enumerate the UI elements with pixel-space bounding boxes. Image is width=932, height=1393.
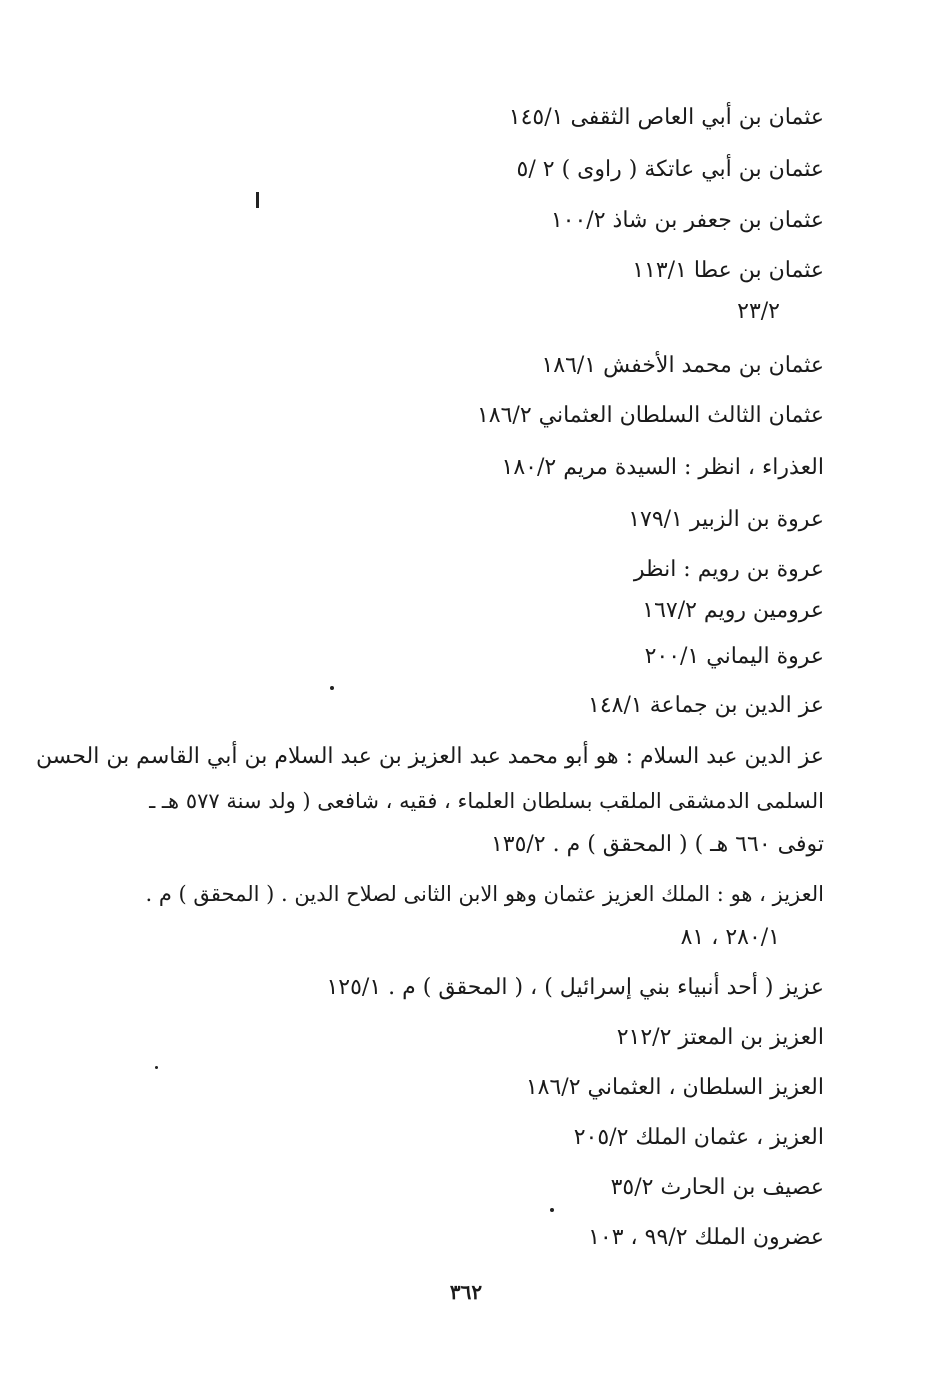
index-entry: عزيز ( أحد أنبياء بني إسرائيل ) ، ( المحقق ) م . ١٢٥/١ — [326, 975, 824, 1000]
stray-speck — [330, 686, 334, 690]
index-entry: عروة اليماني ٢٠٠/١ — [644, 644, 824, 669]
index-entry: عصيف بن الحارث ٣٥/٢ — [610, 1175, 824, 1200]
index-entry-continuation: توفى ٦٦٠ هـ ) ( المحقق ) م . ١٣٥/٢ — [490, 832, 824, 857]
stray-speck — [550, 1208, 554, 1212]
page-number: ٣٦٢ — [449, 1280, 483, 1304]
index-entry-continuation: ٢٣/٢ — [737, 299, 780, 324]
index-entry: العزيز السلطان ، العثماني ١٨٦/٢ — [525, 1075, 824, 1100]
index-entry: عثمان بن جعفر بن شاذ ١٠٠/٢ — [550, 208, 824, 233]
index-entry-continuation: ٢٨٠/١ ، ٨١ — [680, 925, 780, 950]
index-entry: عثمان الثالث السلطان العثماني ١٨٦/٢ — [476, 403, 824, 428]
index-entry: عروة بن الزبير ١٧٩/١ — [628, 507, 824, 532]
index-entry: عروة بن رويم : انظر — [633, 557, 824, 582]
index-entry: عز الدين بن جماعة ١٤٨/١ — [588, 693, 824, 718]
index-entry: عثمان بن أبي عاتكة ( راوى ) ٢ /٥ — [516, 157, 824, 182]
index-entry: عثمان بن محمد الأخفش ١٨٦/١ — [541, 353, 824, 378]
index-entry: عثمان بن أبي العاص الثقفى ١٤٥/١ — [508, 105, 824, 130]
index-entry: العذراء ، انظر : السيدة مريم ١٨٠/٢ — [501, 455, 824, 480]
index-entry: العزيز ، هو : الملك العزيز عثمان وهو الابن الثانى لصلاح الدين . ( المحقق ) م . — [145, 882, 824, 906]
index-entry: عرومين رويم ١٦٧/٢ — [642, 598, 824, 623]
stray-speck — [155, 1066, 158, 1069]
index-entry: عز الدين عبد السلام : هو أبو محمد عبد العزيز بن عبد السلام بن أبي القاسم بن الحسن — [35, 744, 824, 769]
index-entry: العزيز ، عثمان الملك ٢٠٥/٢ — [573, 1125, 824, 1150]
index-entry: عضرون الملك ٩٩/٢ ، ١٠٣ — [588, 1225, 824, 1250]
index-entry: العزيز بن المعتز ٢١٢/٢ — [616, 1025, 824, 1050]
stray-mark — [256, 192, 259, 208]
index-entry-continuation: السلمى الدمشقى الملقب بسلطان العلماء ، فقيه ، شافعى ( ولد سنة ٥٧٧ هـ ـ — [149, 789, 824, 813]
index-entry: عثمان بن عطا ١١٣/١ — [632, 258, 824, 283]
